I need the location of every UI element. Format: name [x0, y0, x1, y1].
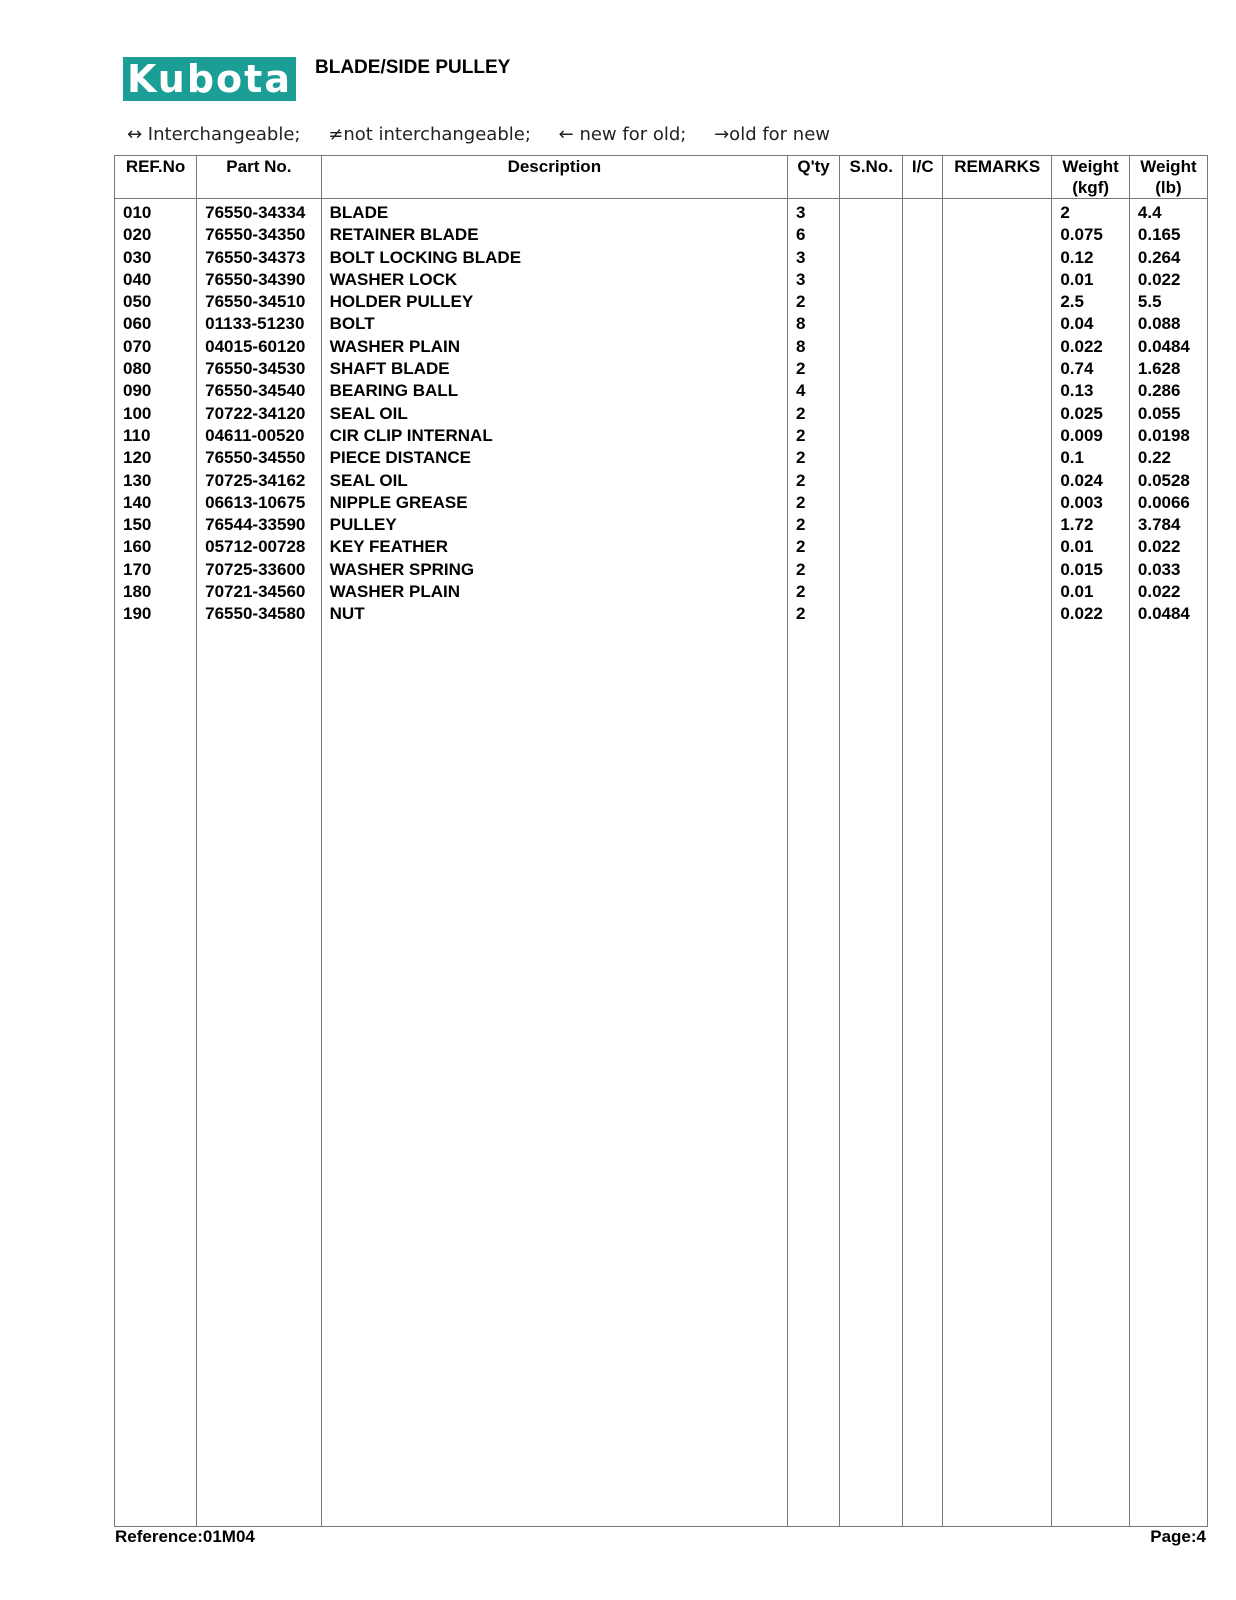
cell-desc: PULLEY	[329, 515, 397, 535]
legend-interchangeable: ↔ Interchangeable;	[127, 124, 301, 145]
cell-qty: 6	[796, 225, 806, 245]
col-remarks-header: REMARKS	[943, 156, 1052, 199]
cell-qty: 3	[796, 269, 806, 289]
cell-desc: WASHER PLAIN	[329, 582, 460, 602]
cell-qty: 2	[796, 359, 806, 379]
cell-part: 70722-34120	[205, 403, 306, 423]
col-ic-header: I/C	[903, 156, 943, 199]
cell-kgf: 0.009	[1060, 425, 1103, 445]
col-ref-header: REF.No	[115, 156, 197, 199]
cell-lb: 0.0066	[1137, 492, 1190, 512]
cell-part: 70725-33600	[205, 559, 306, 579]
cell-kgf: 0.022	[1060, 336, 1103, 356]
cell-part: 76550-34510	[205, 292, 306, 312]
cell-kgf: 0.01	[1060, 269, 1094, 289]
cell-lb: 0.0484	[1137, 604, 1190, 624]
cell-part: 76550-34390	[205, 269, 306, 289]
logo-text: Kubota	[127, 57, 292, 101]
cell-ref: 030	[123, 247, 152, 267]
cell-part: 76544-33590	[205, 515, 306, 535]
col-weight-lb	[1129, 199, 1207, 1527]
legend-old-for-new: →old for new	[714, 124, 831, 145]
table-body-row	[115, 199, 1207, 1527]
cell-desc: SEAL OIL	[329, 470, 408, 490]
legend-new-for-old: ← new for old;	[558, 124, 687, 145]
cell-lb: 0.22	[1137, 448, 1171, 468]
cell-kgf: 0.01	[1060, 582, 1094, 602]
cell-part: 76550-34373	[205, 247, 306, 267]
cell-desc: CIR CLIP INTERNAL	[329, 425, 493, 445]
cell-kgf: 2	[1060, 203, 1070, 222]
cell-qty: 2	[796, 492, 806, 512]
cell-ref: 010	[123, 203, 152, 222]
cell-ref: 070	[123, 336, 152, 356]
cell-kgf: 0.1	[1060, 448, 1084, 468]
cell-desc: HOLDER PULLEY	[329, 292, 474, 312]
cell-qty: 2	[796, 448, 806, 468]
cell-part: 76550-34334	[205, 203, 306, 222]
cell-kgf: 2.5	[1060, 292, 1084, 312]
cell-ref: 050	[123, 292, 152, 312]
cell-lb: 5.5	[1137, 292, 1162, 312]
cell-desc: SHAFT BLADE	[329, 359, 450, 379]
cell-kgf: 0.01	[1060, 537, 1094, 557]
cell-ref: 100	[123, 403, 152, 423]
cell-qty: 8	[796, 314, 806, 334]
cell-lb: 4.4	[1137, 203, 1162, 222]
page-title: BLADE/SIDE PULLEY	[315, 57, 511, 78]
col-qty-header: Q'ty	[788, 156, 840, 199]
cell-ref: 130	[123, 470, 152, 490]
cell-kgf: 0.022	[1060, 604, 1103, 624]
cell-desc: BOLT	[329, 314, 375, 334]
cell-kgf: 0.04	[1060, 314, 1094, 334]
cell-ref: 150	[123, 515, 152, 535]
cell-ref: 110	[123, 425, 151, 445]
cell-qty: 2	[796, 470, 806, 490]
cell-part: 76550-34550	[205, 448, 306, 468]
cell-desc: KEY FEATHER	[329, 537, 449, 557]
weight-lb-unit: (lb)	[1155, 178, 1182, 197]
cell-ref: 020	[123, 225, 152, 245]
cell-desc: NIPPLE GREASE	[329, 492, 468, 512]
page-number: Page:4	[1150, 1527, 1206, 1546]
cell-part: 04015-60120	[205, 336, 306, 356]
cell-lb: 0.165	[1137, 225, 1181, 245]
cell-qty: 8	[796, 336, 806, 356]
col-desc-header: Description	[321, 156, 787, 199]
cell-lb: 0.055	[1137, 403, 1181, 423]
cell-kgf: 1.72	[1060, 515, 1094, 535]
cell-ref: 180	[123, 582, 152, 602]
cell-desc: PIECE DISTANCE	[329, 448, 472, 468]
kubota-logo	[123, 57, 296, 101]
cell-lb: 0.0484	[1137, 336, 1190, 356]
cell-desc: RETAINER BLADE	[329, 225, 479, 245]
col-desc	[321, 199, 787, 1527]
reference-label: Reference:01M04	[115, 1527, 255, 1546]
cell-kgf: 0.13	[1060, 381, 1094, 401]
cell-qty: 2	[796, 515, 806, 535]
cell-ref: 060	[123, 314, 152, 334]
cell-lb: 0.022	[1137, 582, 1181, 602]
cell-kgf: 0.015	[1060, 559, 1103, 579]
cell-kgf: 0.12	[1060, 247, 1094, 267]
cell-ref: 090	[123, 381, 152, 401]
cell-kgf: 0.075	[1060, 225, 1103, 245]
cell-desc: NUT	[329, 604, 365, 624]
cell-part: 76550-34540	[205, 381, 306, 401]
cell-qty: 4	[796, 381, 806, 401]
table-header	[115, 156, 1207, 199]
cell-qty: 2	[796, 559, 806, 579]
cell-lb: 0.033	[1137, 559, 1181, 579]
cell-ref: 160	[123, 537, 152, 557]
cell-ref: 140	[123, 492, 152, 512]
weight-kgf-label: Weight	[1062, 157, 1119, 176]
cell-kgf: 0.74	[1060, 359, 1094, 379]
col-weight-kgf	[1052, 199, 1130, 1527]
col-sno	[840, 199, 903, 1527]
cell-part: 01133-51230	[205, 314, 305, 334]
cell-part: 06613-10675	[205, 492, 306, 512]
cell-ref: 120	[123, 448, 152, 468]
cell-qty: 2	[796, 582, 806, 602]
col-weight-kgf-header	[1052, 156, 1130, 199]
cell-desc: BEARING BALL	[329, 381, 459, 401]
weight-kgf-unit: (kgf)	[1072, 178, 1110, 197]
col-part	[197, 199, 322, 1527]
col-remarks	[943, 199, 1052, 1527]
cell-part: 76550-34350	[205, 225, 306, 245]
cell-ref: 080	[123, 359, 152, 379]
cell-desc: WASHER PLAIN	[329, 336, 460, 356]
legend	[127, 124, 852, 145]
parts-table	[114, 155, 1208, 1527]
cell-desc: WASHER SPRING	[329, 559, 475, 579]
cell-part: 04611-00520	[205, 425, 305, 445]
cell-kgf: 0.003	[1060, 492, 1103, 512]
cell-ref: 040	[123, 269, 152, 289]
cell-lb: 0.0198	[1137, 425, 1190, 445]
cell-ref: 170	[123, 559, 152, 579]
cell-part: 05712-00728	[205, 537, 306, 557]
cell-qty: 2	[796, 403, 806, 423]
cell-ref: 190	[123, 604, 152, 624]
cell-qty: 3	[796, 203, 806, 222]
cell-lb: 0.286	[1137, 381, 1181, 401]
cell-desc: WASHER LOCK	[329, 269, 458, 289]
col-ref	[115, 199, 197, 1527]
cell-part: 76550-34530	[205, 359, 306, 379]
cell-lb: 0.0528	[1137, 470, 1190, 490]
cell-qty: 2	[796, 604, 806, 624]
cell-qty: 2	[796, 425, 806, 445]
cell-lb: 0.022	[1137, 269, 1181, 289]
col-qty	[788, 199, 840, 1527]
cell-qty: 3	[796, 247, 806, 267]
cell-qty: 2	[796, 537, 806, 557]
cell-part: 70721-34560	[205, 582, 306, 602]
cell-lb: 3.784	[1137, 515, 1181, 535]
col-part-header: Part No.	[197, 156, 322, 199]
col-ic	[903, 199, 943, 1527]
cell-lb: 0.264	[1137, 247, 1181, 267]
cell-desc: BLADE	[329, 203, 389, 222]
cell-lb: 0.088	[1137, 314, 1181, 334]
col-sno-header: S.No.	[840, 156, 903, 199]
cell-qty: 2	[796, 292, 806, 312]
cell-part: 70725-34162	[205, 470, 306, 490]
cell-lb: 0.022	[1137, 537, 1181, 557]
legend-not-interchangeable: ≠not interchangeable;	[328, 124, 531, 145]
cell-desc: BOLT LOCKING BLADE	[329, 247, 522, 267]
cell-kgf: 0.024	[1060, 470, 1103, 490]
cell-kgf: 0.025	[1060, 403, 1103, 423]
col-weight-lb-header	[1129, 156, 1207, 199]
cell-lb: 1.628	[1137, 359, 1181, 379]
weight-lb-label: Weight	[1140, 157, 1197, 176]
cell-desc: SEAL OIL	[329, 403, 408, 423]
cell-part: 76550-34580	[205, 604, 306, 624]
